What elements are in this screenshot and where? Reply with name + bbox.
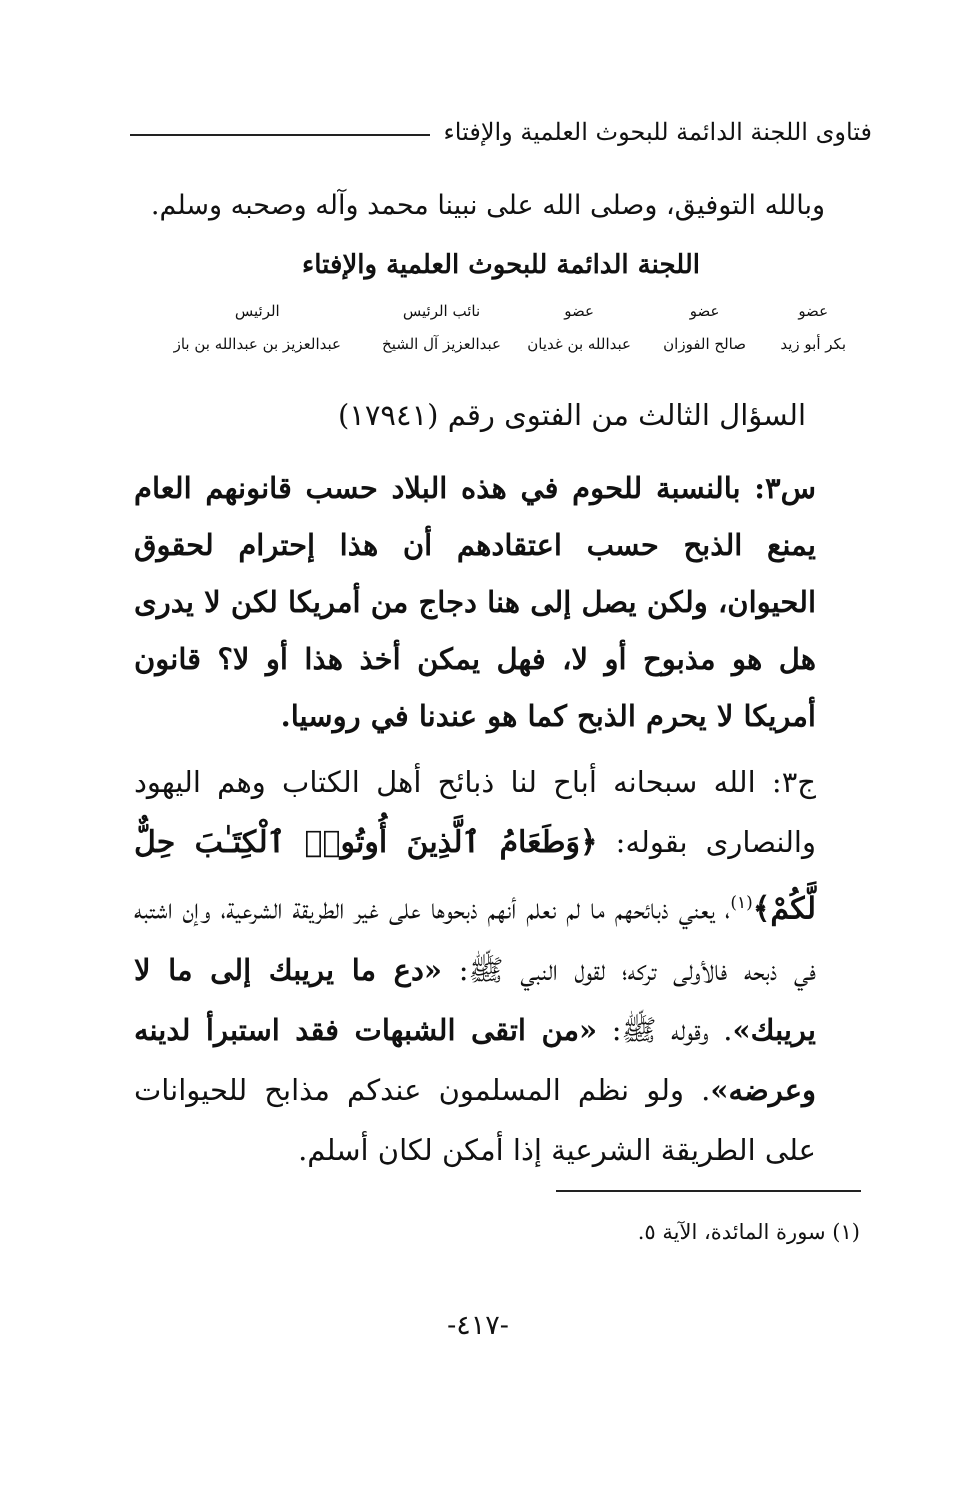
committee-members — [150, 300, 846, 370]
member-name: بكر أبو زيد — [780, 335, 846, 353]
answer-mid: ، يعني ذبائحهم ما لم نعلم أنهم ذبحوها على غير الطريقة الشرعية، وإن اشتبه في ذبحه فالأولى تركه؛ لقول النبي ﷺ: — [134, 891, 816, 987]
hadith-quote-2: «من اتقى الشبهات فقد استبرأ لدينه وعرضه» — [134, 1012, 816, 1107]
footnote-marker: (١) — [730, 893, 753, 913]
answer-text — [134, 752, 816, 1180]
member-role: عضو — [798, 302, 829, 320]
answer-intro: ج٣: الله سبحانه أباح لنا ذبائح أهل الكتاب وهم اليهود والنصارى بقوله: — [134, 765, 816, 859]
member-4 — [382, 300, 501, 356]
closing-line: وبالله التوفيق، وصلى الله على نبينا محمد وآله وصحبه وسلم. — [150, 190, 826, 221]
quran-verse: ﴿وَطَعَامُ ٱلَّذِينَ أُوتُوا۟ ٱلْكِتَـٰبَ حِلٌّ لَّكُمْ﴾ — [134, 825, 816, 927]
question-text: س٣: بالنسبة للحوم في هذه البلاد حسب قانونهم العام يمنع الذبح حسب اعتقادهم أن هذا إحترام لحقوق الحيوان، ولكن يصل إلى هنا دجاج من أمريكا لكن لا يدرى هل هو مذبوح أو لا، فهل يمكن أخذ هذا أو لا؟ قانون أمريكا لا يحرم الذبح كما هو عندنا في روسيا. — [134, 471, 816, 733]
member-2 — [663, 300, 746, 356]
member-name: صالح الفوزان — [663, 335, 746, 353]
member-role: عضو — [689, 302, 720, 320]
header-rule — [130, 134, 430, 136]
member-role: الرئيس — [234, 302, 280, 320]
answer-end: . ولو نظم المسلمون عندكم مذابح للحيوانات على الطريقة الشرعية إذا أمكن لكان أسلم. — [134, 1072, 816, 1167]
footnote-divider — [556, 1190, 861, 1192]
member-name: عبدالعزيز آل الشيخ — [382, 335, 501, 353]
page-number: -٤١٧- — [447, 1310, 509, 1341]
running-header — [130, 112, 872, 152]
member-role: عضو — [564, 302, 594, 320]
footnote: (١) سورة المائدة، الآية ٥. — [637, 1220, 860, 1244]
question-reference: السؤال الثالث من الفتوى رقم (١٧٩٤١) — [337, 398, 806, 432]
member-1 — [780, 300, 846, 356]
member-5 — [174, 300, 341, 356]
answer-mid-2: . وقوله ﷺ: — [597, 1012, 733, 1047]
committee-title: اللجنة الدائمة للبحوث العلمية والإفتاء — [302, 250, 700, 280]
member-3 — [527, 300, 631, 356]
member-role: نائب الرئيس — [402, 302, 481, 320]
member-name: عبدالله بن غديان — [527, 335, 631, 353]
header-title: فتاوى اللجنة الدائمة للبحوث العلمية والإفتاء — [443, 118, 872, 146]
member-name: عبدالعزيز بن عبدالله بن باز — [173, 335, 341, 353]
hadith-quote-1: «دع ما يريبك إلى ما لا يريبك» — [134, 952, 816, 1047]
